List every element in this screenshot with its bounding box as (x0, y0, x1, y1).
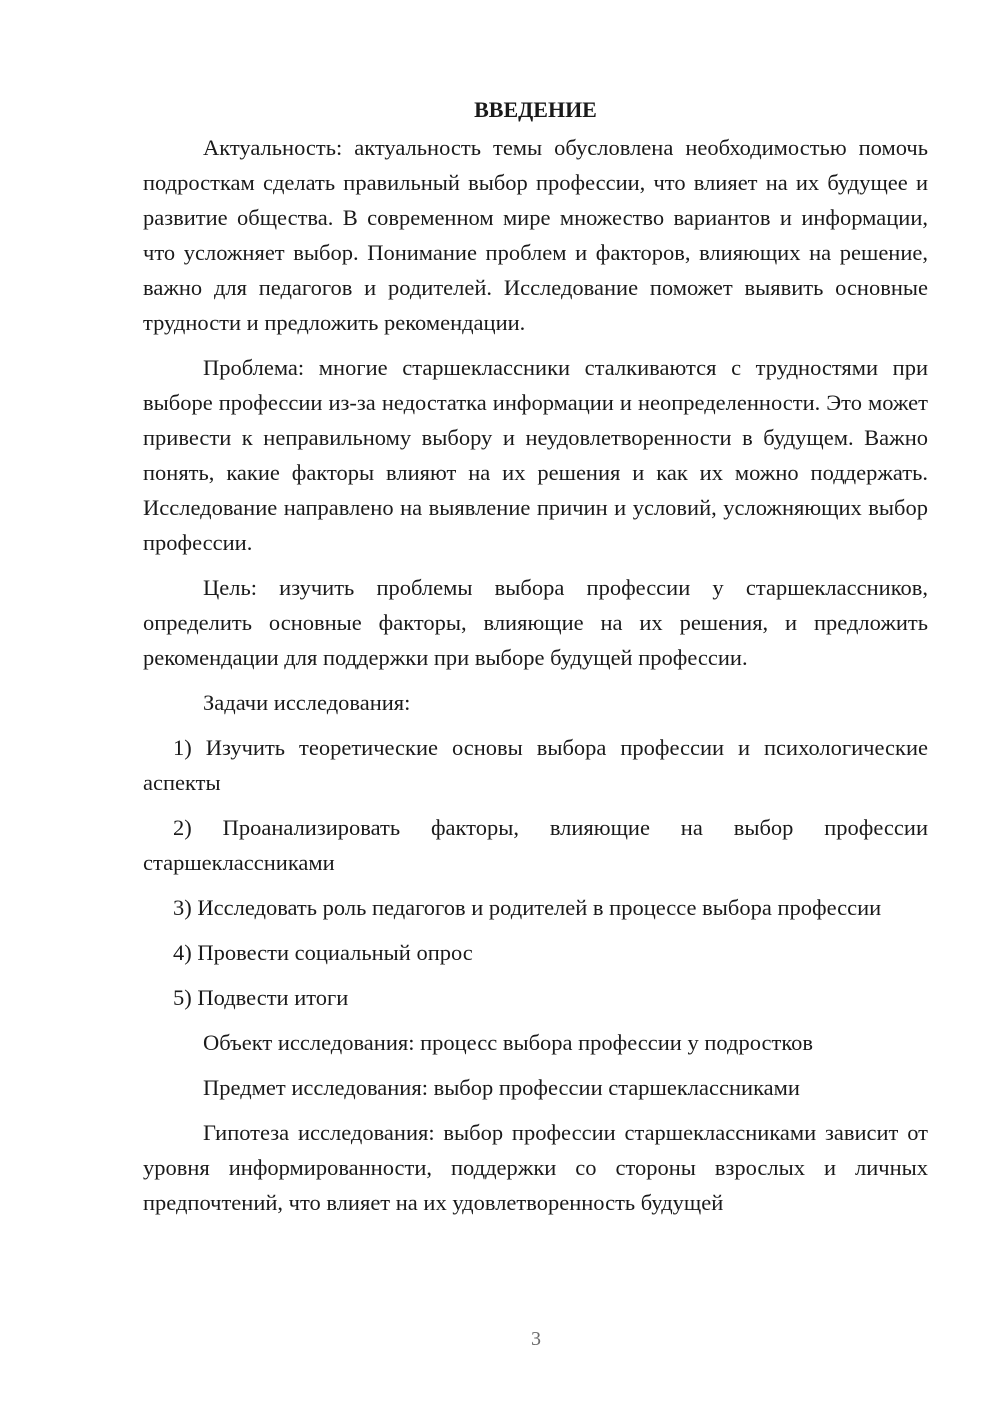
relevance-paragraph: Актуальность: актуальность темы обусловлена необходимостью помочь подросткам сделать правильный выбор профессии, что влияет на их будущее и развитие общества. В современном мире множество вариантов и информации, что усложняет выбор. Понимание проблем и факторов, влияющих на решение, важно для педагогов и родителей. Исследование поможет выявить основные трудности и предложить рекомендации. (143, 135, 928, 335)
goal-paragraph: Цель: изучить проблемы выбора профессии у старшеклассников, определить основные факторы, влияющие на их решения, и предложить рекомендации для поддержки при выборе будущей профессии. (143, 575, 928, 670)
hypothesis-paragraph: Гипотеза исследования: выбор профессии старшеклассниками зависит от уровня информированности, поддержки со стороны взрослых и личных предпочтений, что влияет на их удовлетворенность будущей (143, 1120, 928, 1215)
page-content (143, 92, 928, 1230)
object-paragraph: Объект исследования: процесс выбора профессии у подростков (203, 1030, 813, 1055)
page-number: 3 (531, 1328, 541, 1350)
task-item: 2) Проанализировать факторы, влияющие на выбор профессии старшеклассниками (143, 815, 928, 875)
tasks-heading: Задачи исследования: (203, 690, 411, 715)
subject-paragraph: Предмет исследования: выбор профессии старшеклассниками (203, 1075, 800, 1100)
problem-paragraph: Проблема: многие старшеклассники сталкиваются с трудностями при выборе профессии из-за недостатка информации и неопределенности. Это может привести к неправильному выбору и неудовлетворенности в будущем. Важно понять, какие факторы влияют на их решения и как их можно поддержать. Исследование направлено на выявление причин и условий, усложняющих выбор профессии. (143, 355, 928, 555)
task-item: 3) Исследовать роль педагогов и родителей в процессе выбора профессии (173, 895, 882, 920)
task-item: 1) Изучить теоретические основы выбора профессии и психологические аспекты (143, 735, 928, 795)
task-item: 5) Подвести итоги (173, 985, 349, 1010)
task-item: 4) Провести социальный опрос (173, 940, 473, 965)
page-title: ВВЕДЕНИЕ (474, 97, 597, 122)
